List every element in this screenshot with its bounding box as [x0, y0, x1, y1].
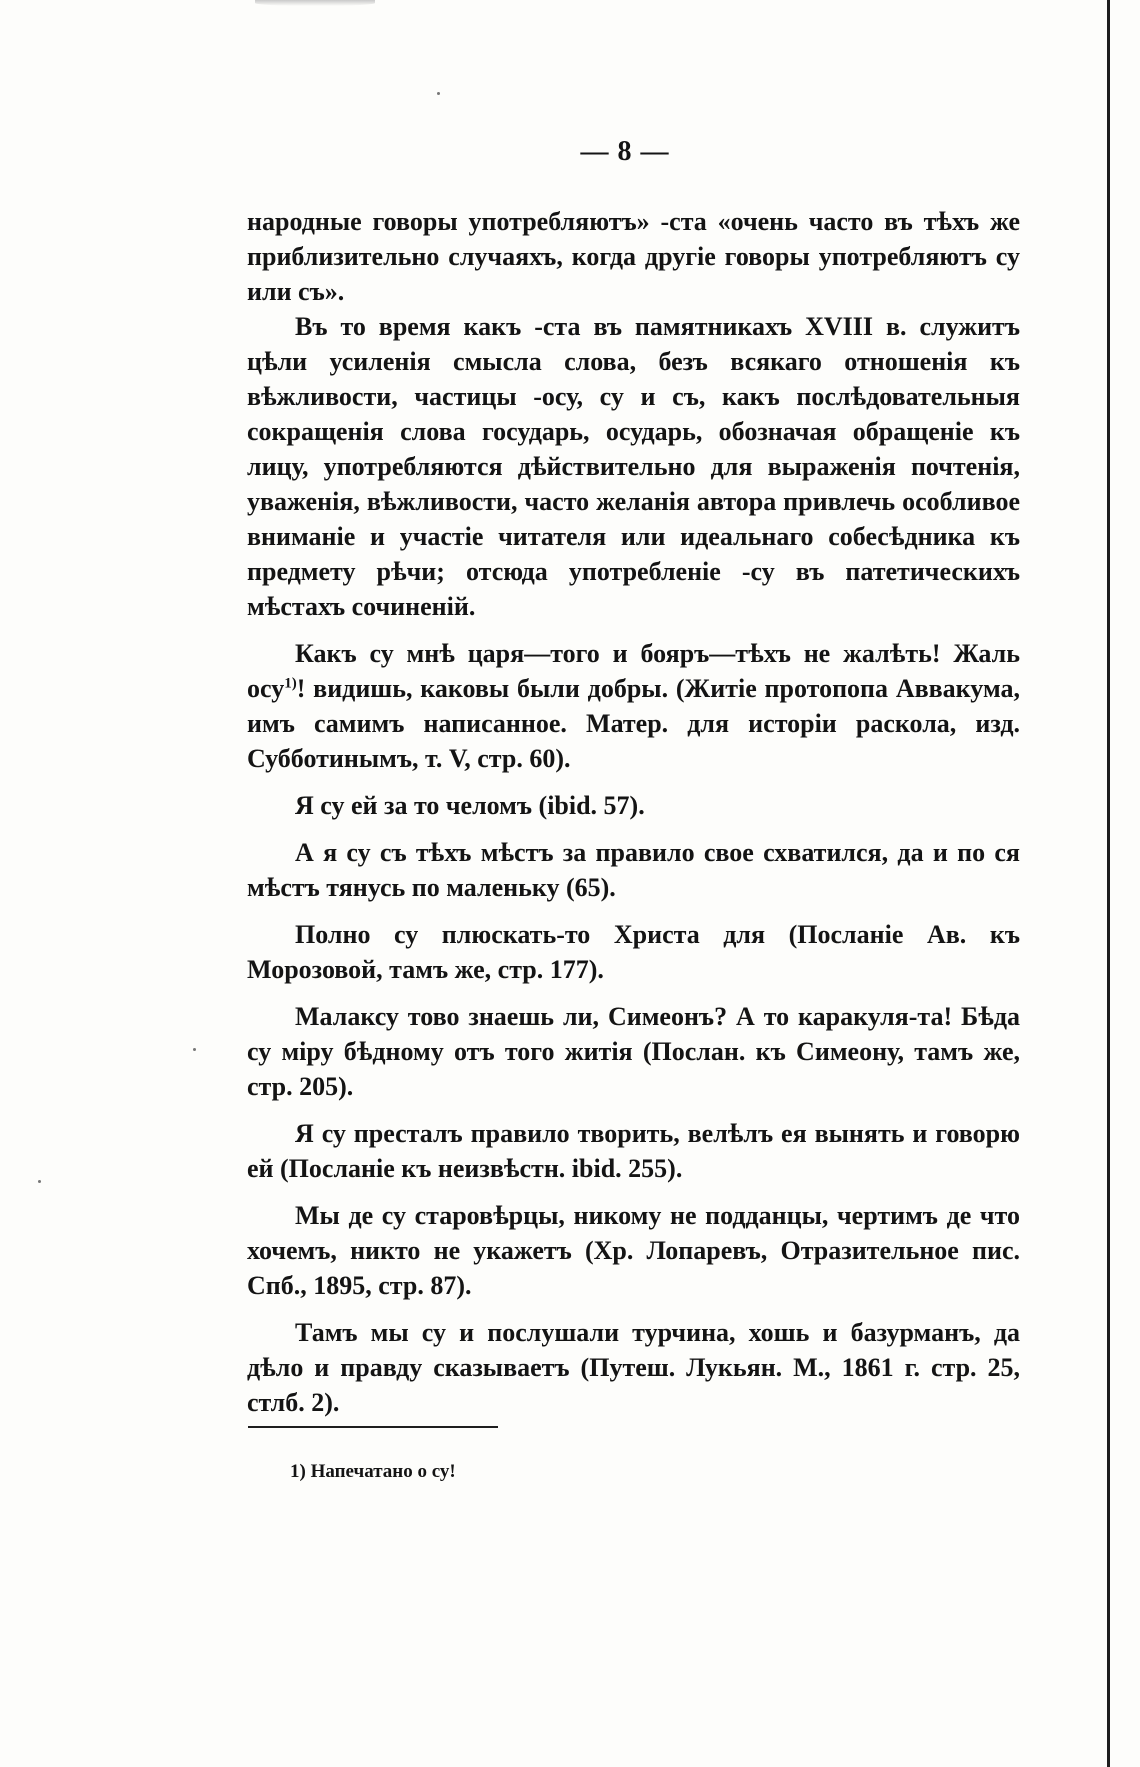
- scan-speck: [38, 1180, 41, 1183]
- paragraph: А я су съ тѣхъ мѣстъ за правило свое схватился, да и по ся мѣстъ тянусь по маленьку (65).: [247, 838, 1020, 902]
- paragraph: Полно су плюскать-то Христа для (Посланіе Ав. къ Морозовой, тамъ же, стр. 177).: [247, 920, 1020, 984]
- scan-smudge: [255, 0, 375, 6]
- paragraph-part: Какъ су мнѣ царя—того и бояръ—тѣхъ не жалѣть! Жаль осу: [247, 639, 1020, 703]
- footnote-mark[interactable]: 1): [284, 675, 297, 692]
- paragraph: Я су ей за то челомъ (ibid. 57).: [295, 791, 645, 820]
- paragraph-with-footnote: [247, 636, 1020, 776]
- page-number: — 8 —: [580, 136, 670, 167]
- paragraph-part: ! видишь, каковы были добры. (Житіе протопопа Аввакума, имъ самимъ написанное. Матер. для исторіи раскола, изд. Субботинымъ, т. V, стр. 60).: [247, 674, 1020, 773]
- footnote-divider: [248, 1426, 498, 1428]
- scan-speck: [437, 92, 440, 95]
- paragraph: народные говоры употребляютъ» -ста «очень часто въ тѣхъ же приблизительно случаяхъ, когда другіе говоры употребляютъ су или съ».: [247, 207, 1020, 306]
- paragraph: Въ то время какъ -ста въ памятникахъ XVIII в. служитъ цѣли усиленія смысла слова, безъ всякаго отношенія къ вѣжливости, частицы -осу, су и съ, какъ послѣдовательныя сокращенія слова государь, осударь, обозначая обращеніе къ лицу, употребляются дѣйствительно для выраженія почтенія, уваженія, вѣжливости, часто желанія автора привлечь особливое вниманіе и участіе читателя или идеальнаго собесѣдника къ предмету рѣчи; отсюда употребленіе -су въ патетическихъ мѣстахъ сочиненій.: [247, 312, 1020, 621]
- paragraph: Тамъ мы су и послушали турчина, хошь и базурманъ, да дѣло и правду сказываетъ (Путеш. Лукьян. М., 1861 г. стр. 25, стлб. 2).: [247, 1318, 1020, 1417]
- paragraph: Я су престалъ правило творить, велѣлъ ея вынять и говорю ей (Посланіе къ неизвѣстн. ibid. 255).: [247, 1119, 1020, 1183]
- page-edge-line: [1107, 0, 1110, 1767]
- footnote: 1) Напечатано о су!: [290, 1461, 456, 1482]
- paragraph: Малаксу тово знаешь ли, Симеонъ? А то каракуля-та! Бѣда су міру бѣдному отъ того житія (Послан. къ Симеону, тамъ же, стр. 205).: [247, 1002, 1020, 1101]
- paragraph: Мы де су старовѣрцы, никому не подданцы, чертимъ де что хочемъ, никто не укажетъ (Хр. Лопаревъ, Отразительное пис. Спб., 1895, стр. 87).: [247, 1201, 1020, 1300]
- body-text: [247, 204, 1020, 1420]
- scan-speck: [193, 1048, 196, 1051]
